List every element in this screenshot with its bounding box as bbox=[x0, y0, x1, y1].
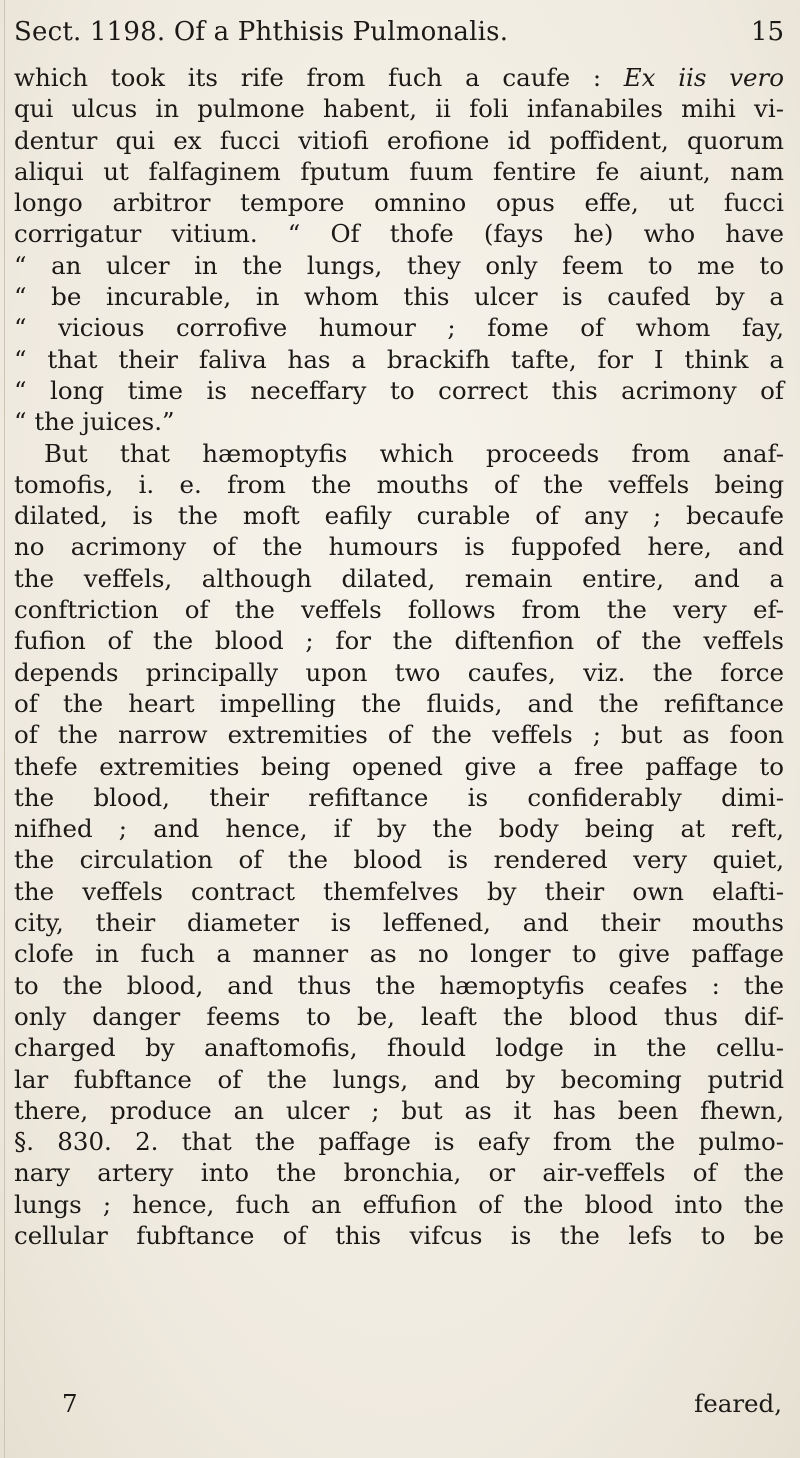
line-text: dilated, is the moft eafily curable of any ; becaufe bbox=[14, 501, 784, 531]
text-line bbox=[14, 156, 784, 187]
line-text: cellular fubftance of this vifcus is the lefs to be bbox=[14, 1220, 784, 1250]
line-text: conftriction of the veffels follows from the very ef- bbox=[14, 595, 784, 625]
line-text: to the blood, and thus the hæmoptyfis ceafes : the bbox=[14, 970, 784, 1000]
text-line bbox=[14, 469, 784, 500]
text-line bbox=[14, 1157, 784, 1188]
line-text: longo arbitror tempore omnino opus effe, ut fucci bbox=[14, 188, 784, 218]
text-line bbox=[14, 250, 784, 281]
text-line bbox=[14, 218, 784, 249]
text-line bbox=[14, 907, 784, 938]
text-line bbox=[14, 751, 784, 782]
line-text: “ long time is neceffary to correct this acrimony of bbox=[14, 375, 784, 405]
line-text: the veffels, although dilated, remain entire, and a bbox=[14, 563, 784, 593]
page-edge bbox=[4, 0, 5, 1458]
body-text bbox=[14, 62, 784, 1251]
text-line bbox=[14, 813, 784, 844]
latin-quote: Ex iis vero bbox=[623, 63, 784, 92]
text-line bbox=[14, 844, 784, 875]
text-line bbox=[14, 1001, 784, 1032]
line-text: But that hæmoptyfis which proceeds from anaf- bbox=[44, 438, 784, 468]
text-line bbox=[14, 125, 784, 156]
line-text: aliqui ut falfaginem fputum fuum fentire fe aiunt, nam bbox=[14, 156, 784, 186]
text-line bbox=[14, 281, 784, 312]
text-line bbox=[14, 938, 784, 969]
line-text: nifhed ; and hence, if by the body being at reft, bbox=[14, 814, 784, 844]
line-text: nary artery into the bronchia, or air-veffels of the bbox=[14, 1158, 784, 1188]
text-line bbox=[14, 625, 784, 656]
text-line bbox=[14, 375, 784, 406]
line-text: “ that their faliva has a brackifh tafte, for I think a bbox=[14, 344, 784, 374]
text-line bbox=[14, 563, 784, 594]
text-line bbox=[14, 406, 784, 437]
line-text: the veffels contract themfelves by their own elafti- bbox=[14, 876, 784, 906]
line-text: lar fubftance of the lungs, and by becoming putrid bbox=[14, 1064, 784, 1094]
line-text: thefe extremities being opened give a free paffage to bbox=[14, 751, 784, 781]
running-title: Sect. 1198. Of a Phthisis Pulmonalis. bbox=[14, 17, 509, 47]
catchword: feared, bbox=[694, 1389, 782, 1418]
line-text: “ the juices.” bbox=[14, 407, 175, 437]
text-line bbox=[14, 1189, 784, 1220]
line-text: depends principally upon two caufes, viz. the force bbox=[14, 657, 784, 687]
text-line bbox=[14, 782, 784, 813]
text-line bbox=[14, 688, 784, 719]
text-line bbox=[14, 594, 784, 625]
text-line bbox=[14, 1220, 784, 1251]
line-text: city, their diameter is leffened, and their mouths bbox=[14, 908, 784, 938]
line-text: no acrimony of the humours is fuppofed here, and bbox=[14, 532, 784, 562]
line-text: the circulation of the blood is rendered very quiet, bbox=[14, 845, 784, 875]
text-line bbox=[14, 1064, 784, 1095]
line-text: only danger feems to be, leaft the blood thus dif- bbox=[14, 1001, 784, 1031]
line-text: of the narrow extremities of the veffels ; but as foon bbox=[14, 720, 784, 750]
text-line bbox=[14, 187, 784, 218]
text-line bbox=[14, 312, 784, 343]
text-line bbox=[14, 93, 784, 124]
line-text: dentur qui ex fucci vitiofi erofione id poffident, quorum bbox=[14, 125, 784, 155]
page-number: 15 bbox=[750, 17, 784, 47]
text-line bbox=[14, 62, 784, 93]
running-header bbox=[14, 6, 784, 58]
line-text: §. 830. 2. that the paffage is eafy from the pulmo- bbox=[14, 1127, 784, 1157]
text-line bbox=[14, 438, 784, 469]
line-text: tomofis, i. e. from the mouths of the veffels being bbox=[14, 469, 784, 499]
signature-mark: 7 bbox=[62, 1389, 78, 1418]
text-line bbox=[14, 970, 784, 1001]
line-text: of the heart impelling the fluids, and the refiftance bbox=[14, 688, 784, 718]
text-line bbox=[14, 500, 784, 531]
text-line bbox=[14, 1126, 784, 1157]
line-text: clofe in fuch a manner as no longer to give paffage bbox=[14, 939, 784, 969]
text-line bbox=[14, 1032, 784, 1063]
line-text: there, produce an ulcer ; but as it has been fhewn, bbox=[14, 1095, 784, 1125]
line-text: which took its rife from fuch a caufe : bbox=[14, 63, 624, 92]
text-line bbox=[14, 531, 784, 562]
line-text: the blood, their refiftance is confiderably dimi- bbox=[14, 782, 784, 812]
line-text: “ vicious corrofive humour ; fome of whom fay, bbox=[14, 313, 784, 343]
text-line bbox=[14, 1095, 784, 1126]
line-text: qui ulcus in pulmone habent, ii foli infanabiles mihi vi- bbox=[14, 94, 784, 124]
text-line bbox=[14, 876, 784, 907]
line-text: “ be incurable, in whom this ulcer is caufed by a bbox=[14, 282, 784, 312]
line-text: fufion of the blood ; for the diftenfion of the veffels bbox=[14, 626, 784, 656]
line-text: “ an ulcer in the lungs, they only feem to me to bbox=[14, 250, 784, 280]
text-line bbox=[14, 719, 784, 750]
text-line bbox=[14, 344, 784, 375]
line-text: corrigatur vitium. “ Of thofe (fays he) who have bbox=[14, 219, 784, 249]
line-text: charged by anaftomofis, fhould lodge in the cellu- bbox=[14, 1033, 784, 1063]
text-line bbox=[14, 657, 784, 688]
line-text: lungs ; hence, fuch an effufion of the blood into the bbox=[14, 1189, 784, 1219]
